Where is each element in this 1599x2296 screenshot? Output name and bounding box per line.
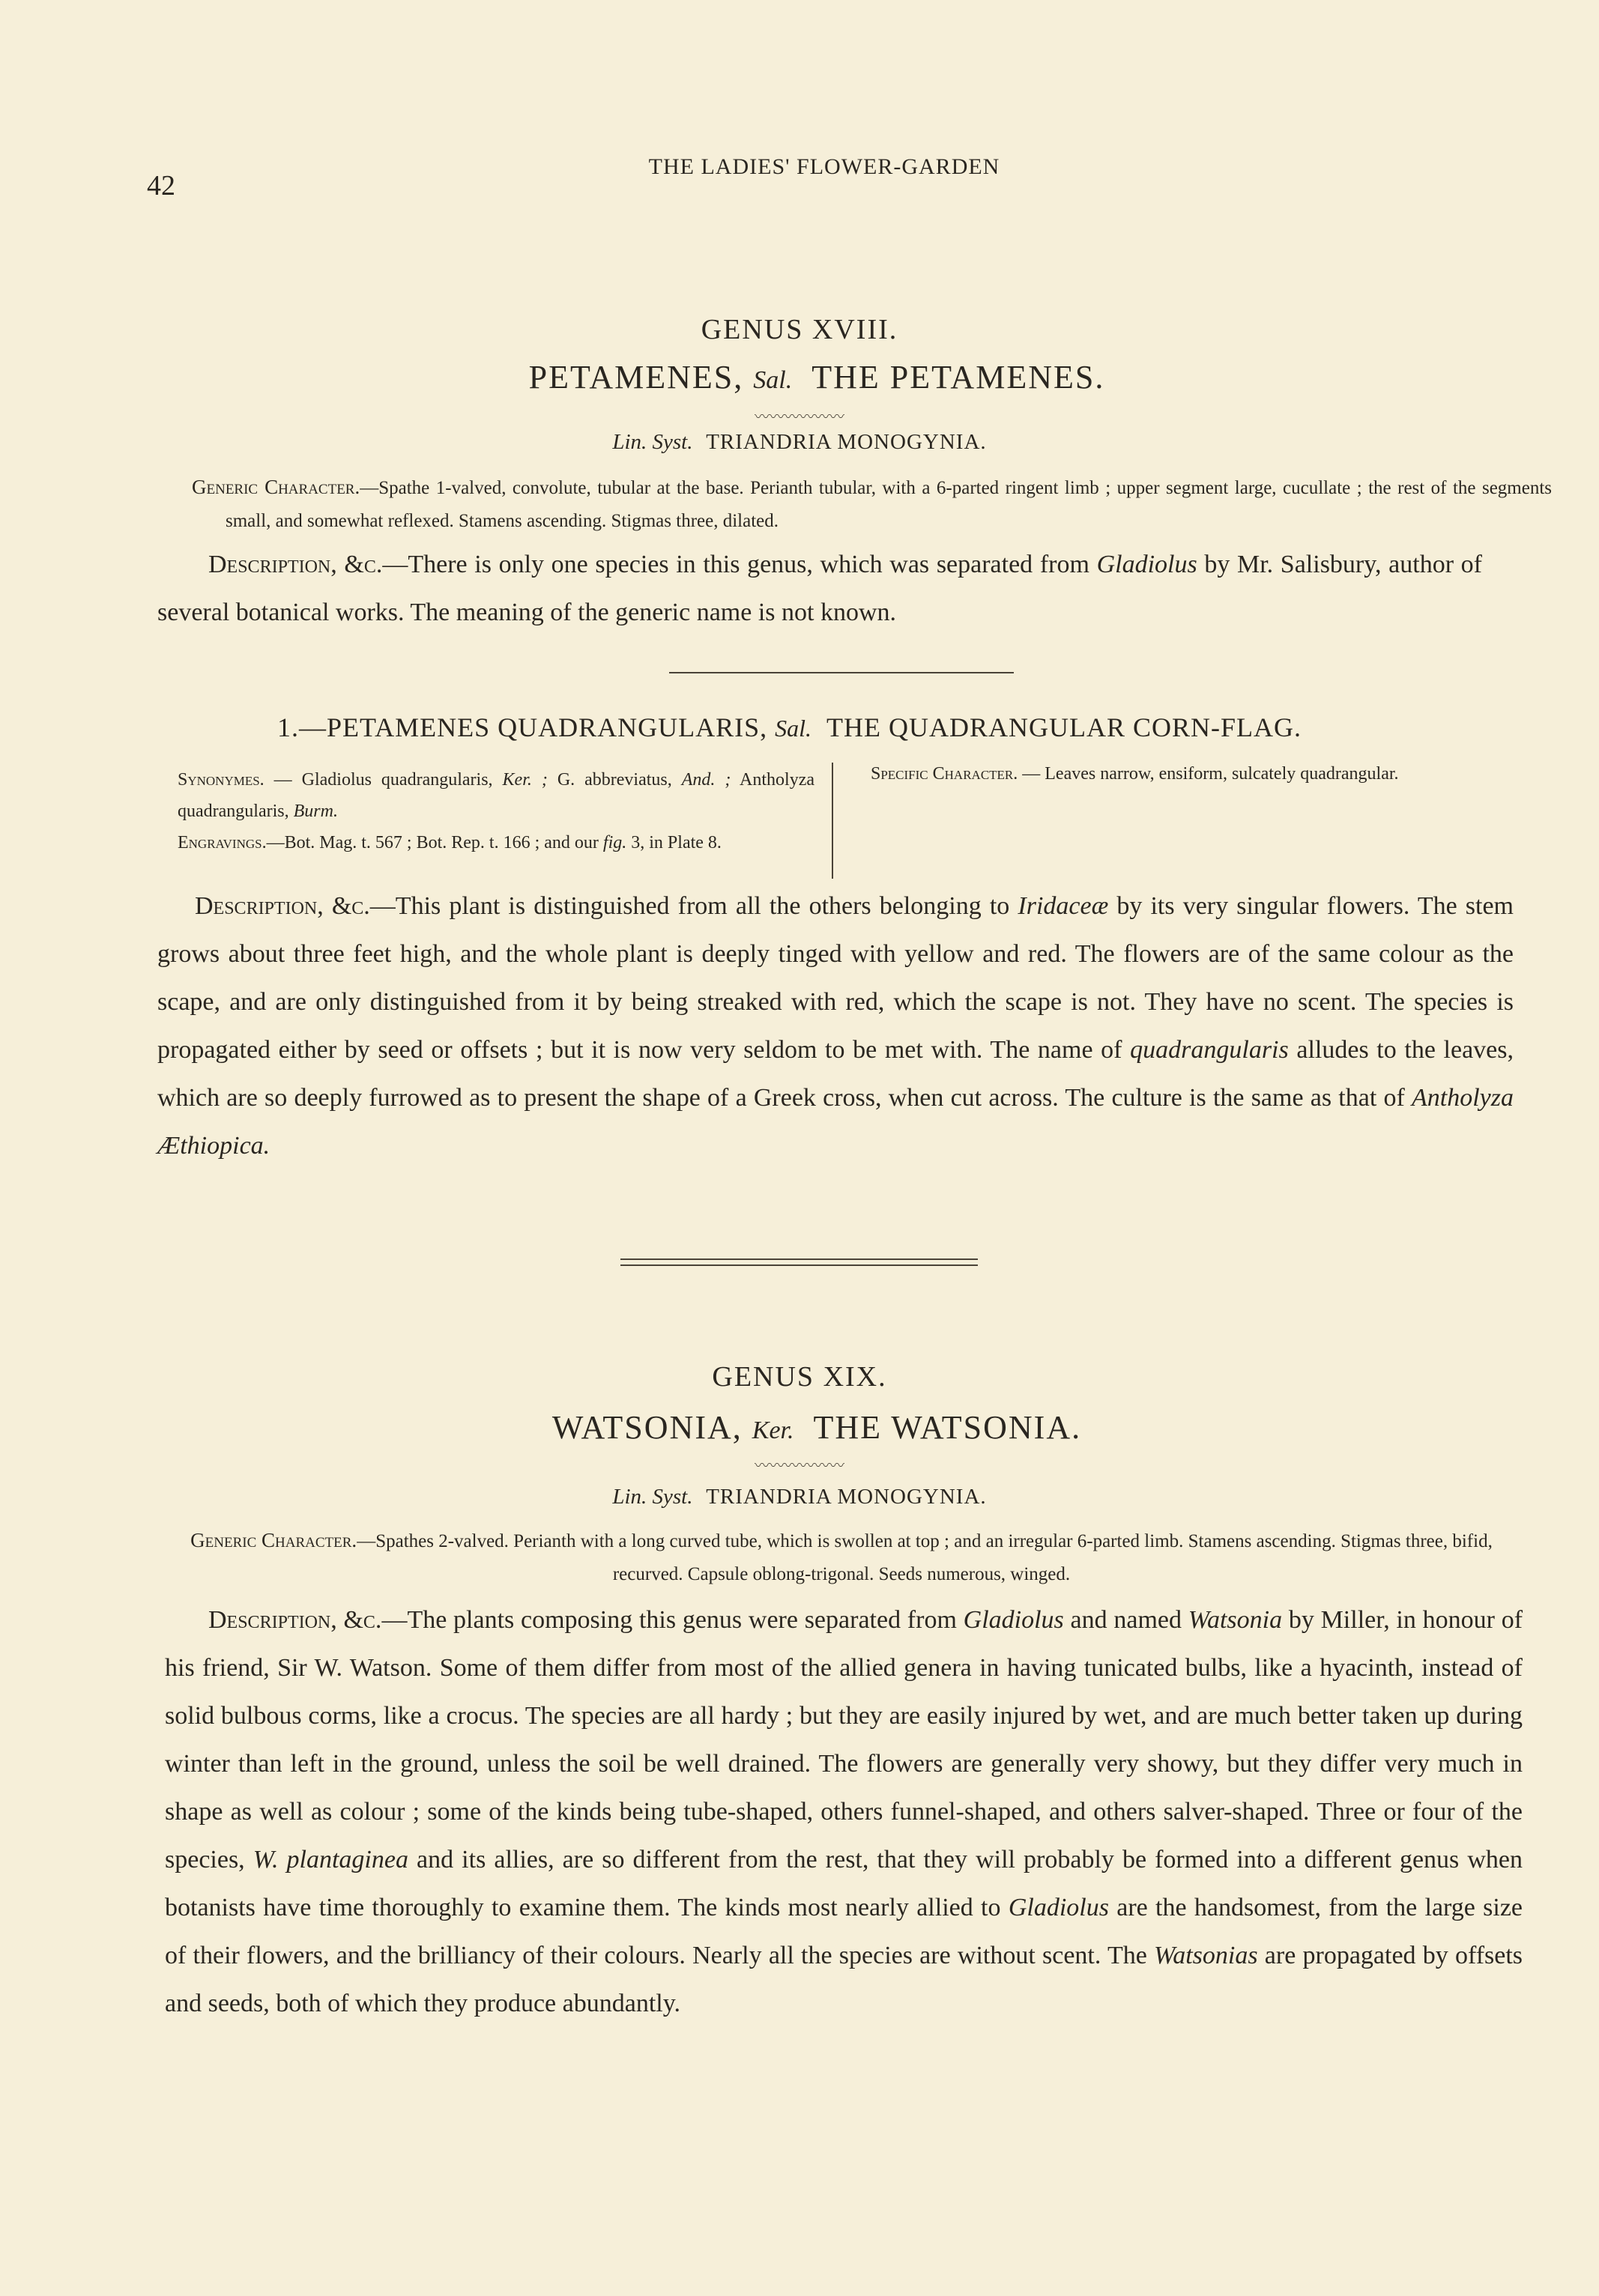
description-text: are propagated by offsets and seeds, both of which they produce abundantly. — [165, 1942, 1523, 2017]
genus-english-name: THE WATSONIA. — [813, 1409, 1082, 1446]
description-italic: Gladiolus — [1096, 551, 1197, 578]
synonymes-text: G. abbreviatus, — [547, 770, 682, 790]
description-text: alludes to the leaves, which are so deeply furrowed as to present the shape of a Greek cross, when cut across. The culture is the same as that of — [157, 1036, 1514, 1112]
genus-18-heading: GENUS XVIII. — [701, 314, 898, 345]
description-italic: Watsonias — [1154, 1942, 1258, 1969]
synonymes-author: Burm. — [293, 802, 338, 821]
generic-character-text: —Spathe 1-valved, convolute, tubular at the base. Perianth tubular, with a 6-parted ringent limb ; upper segment large, cucullate ; the rest of the segments small, and somewhat reflexed. Stamens ascending. Stigmas three, dilated. — [226, 478, 1553, 531]
genus-name: PETAMENES, — [528, 359, 744, 396]
description-italic: W. plantaginea — [253, 1846, 408, 1874]
species-name: —PETAMENES QUADRANGULARIS, — [299, 712, 768, 742]
description-italic: Gladiolus — [1008, 1894, 1109, 1921]
description-text: —This plant is distinguished from all the others belonging to — [369, 892, 1018, 920]
description-italic: Iridaceæ — [1018, 892, 1109, 920]
species-1-title — [277, 712, 1302, 743]
species-1-specific-character — [871, 758, 1515, 790]
synonymes-label: Synonymes. — [178, 770, 265, 790]
species-1-description — [157, 882, 1514, 1170]
description-text: —There is only one species in this genus, which was separated from — [382, 551, 1097, 578]
running-title: THE LADIES' FLOWER-GARDEN — [648, 154, 1000, 179]
description-text: by its very singular flowers. The stem grows about three feet high, and the whole plant is deeply tinged with yellow and red. The flowers are of the same colour as the scape, and are only distinguished from it by being streaked with red, which the scape is not. They have no scent. The species is propagated either by seed or offsets ; but it is now very seldom to be met with. The name of — [157, 892, 1514, 1064]
description-text: and its allies, are so different from the rest, that they will probably be formed into a different genus when botanists have time thoroughly to examine them. The kinds most nearly allied to — [165, 1846, 1523, 1921]
description-label: Description, &c. — [208, 1606, 382, 1634]
genus-18-name — [0, 358, 1599, 396]
ornament-wavy-rule: 〰〰〰〰〰〰 — [755, 1458, 844, 1474]
description-italic: Antholyza Æthiopica. — [157, 1084, 1514, 1160]
linnaean-class: TRIANDRIA MONOGYNIA. — [706, 1485, 987, 1509]
genus-name: WATSONIA, — [551, 1409, 743, 1446]
engravings-text: —Bot. Mag. t. 567 ; Bot. Rep. t. 166 ; and our — [266, 833, 603, 852]
section-double-rule — [620, 1258, 978, 1266]
species-english-name: THE QUADRANGULAR CORN-FLAG. — [826, 712, 1302, 742]
generic-character-text: —Spathes 2-valved. Perianth with a long curved tube, which is swollen at top ; and an irregular 6-parted limb. Stamens ascending. Stigmas three, bifid, recurved. Capsule oblong-trigonal. Seeds numerous, winged. — [357, 1531, 1493, 1584]
species-1-synonymes — [178, 764, 814, 858]
engravings-label: Engravings. — [178, 833, 267, 852]
column-divider — [832, 763, 833, 879]
page-number: 42 — [147, 170, 175, 202]
description-text: —The plants composing this genus were separated from — [381, 1606, 964, 1634]
engravings-italic: fig. — [602, 833, 627, 852]
description-text: are the handsomest, from the large size of their flowers, and the brilliancy of their colours. Nearly all the species are without scent. The — [165, 1894, 1523, 1969]
linnaean-class: TRIANDRIA MONOGYNIA. — [706, 430, 987, 454]
linnaean-label: Lin. Syst. — [612, 430, 693, 454]
engravings-text: 3, in Plate 8. — [626, 833, 722, 852]
description-italic: quadrangularis — [1130, 1036, 1289, 1064]
synonymes-author: Ker. ; — [502, 770, 548, 790]
description-text: by Mr. Salisbury, author of several botanical works. The meaning of the generic name is not known. — [157, 551, 1483, 626]
specific-character-text: — Leaves narrow, ensiform, sulcately quadrangular. — [1018, 764, 1399, 784]
linnaean-system — [0, 1485, 1599, 1509]
synonymes-text: Antholyza quadrangularis, — [178, 770, 814, 821]
genus-18-description — [157, 541, 1482, 637]
genus-19-heading: GENUS XIX. — [712, 1361, 887, 1393]
description-italic: Gladiolus — [963, 1606, 1064, 1634]
linnaean-system — [0, 430, 1599, 455]
synonymes-text: — Gladiolus quadrangularis, — [264, 770, 503, 790]
linnaean-label: Lin. Syst. — [612, 1485, 693, 1509]
generic-character-label: Generic Character. — [192, 476, 360, 498]
description-text: by Miller, in honour of his friend, Sir W. Watson. Some of them differ from most of the allied genera in having tunicated bulbs, like a hyacinth, instead of solid bulbous corms, like a crocus. The species are all hardy ; but they are easily injured by wet, and are much better taken up during winter than left in the ground, unless the soil be well drained. The flowers are generally very showy, but they differ very much in shape as well as colour ; some of the kinds being tube-shaped, others funnel-shaped, and others salver-shaped. Three or four of the species, — [165, 1606, 1523, 1874]
species-authority: Sal. — [775, 715, 812, 742]
generic-character — [160, 1524, 1523, 1591]
section-divider — [669, 672, 1014, 673]
specific-character-label: Specific Character. — [871, 764, 1018, 784]
generic-character — [192, 470, 1552, 538]
ornament-wavy-rule: 〰〰〰〰〰〰 — [755, 409, 844, 425]
synonymes-author: And. ; — [681, 770, 731, 790]
generic-character-label: Generic Character. — [190, 1529, 357, 1551]
genus-authority: Sal. — [753, 366, 793, 394]
species-number: 1. — [277, 712, 299, 742]
description-label: Description, &c. — [195, 892, 370, 920]
genus-19-name — [0, 1408, 1599, 1447]
description-text: and named — [1063, 1606, 1188, 1634]
genus-19-description — [165, 1596, 1523, 2028]
genus-english-name: THE PETAMENES. — [811, 359, 1105, 396]
description-label: Description, &c. — [208, 551, 383, 578]
genus-authority: Ker. — [752, 1417, 794, 1444]
description-italic: Watsonia — [1188, 1606, 1283, 1634]
